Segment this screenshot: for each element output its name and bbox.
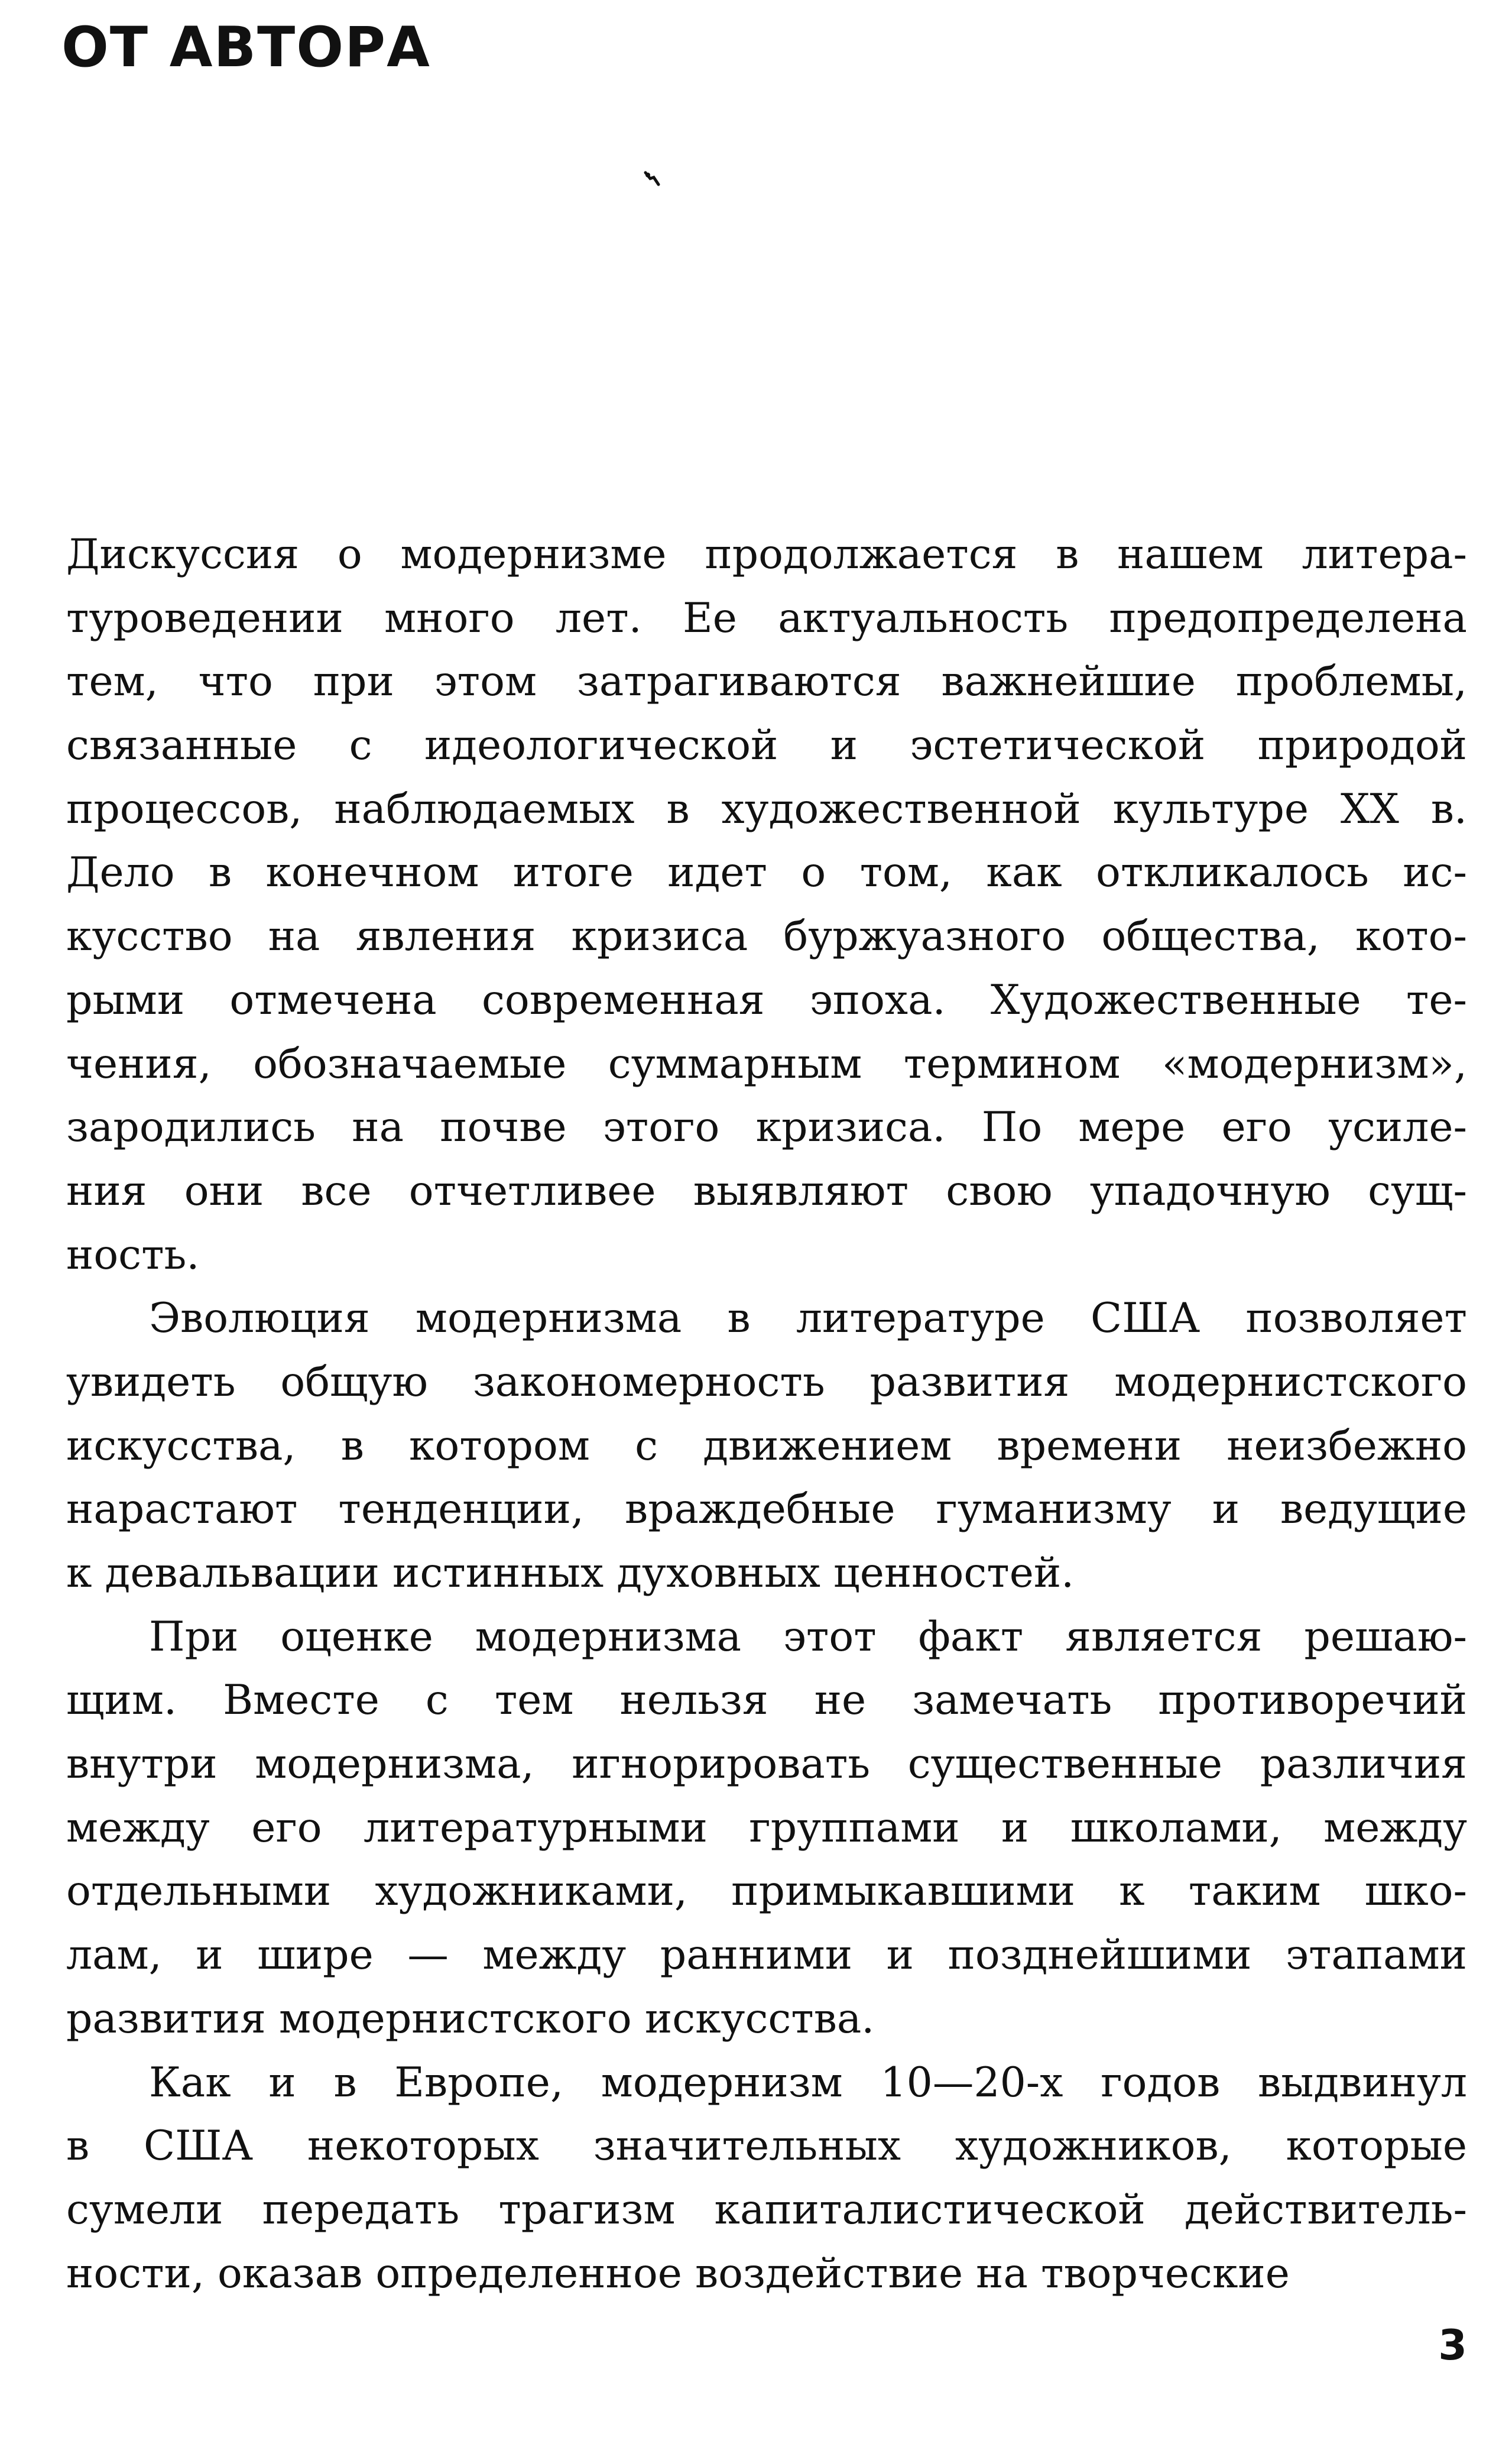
text-line: рыми отмечена современная эпоха. Художественные те- xyxy=(66,975,1467,1024)
text-line: зародились на почве этого кризиса. По мере его усиле- xyxy=(66,1103,1467,1152)
text-line: тем, что при этом затрагиваются важнейшие проблемы, xyxy=(66,657,1467,706)
text-line: искусства, в котором с движением времени неизбежно xyxy=(66,1421,1467,1470)
text-line: в США некоторых значительных художников, которые xyxy=(66,2122,1467,2170)
text-line: процессов, наблюдаемых в художественной культуре XX в. xyxy=(66,785,1467,833)
text-line: туроведении много лет. Ее актуальность предопределена xyxy=(66,594,1467,642)
body-text xyxy=(66,523,1467,2305)
text-line: внутри модернизма, игнорировать существенные различия xyxy=(66,1740,1467,1788)
page-number: 3 xyxy=(1438,2321,1467,2370)
text-line: нарастают тенденции, враждебные гуманизму и ведущие xyxy=(66,1485,1467,1534)
text-line: увидеть общую закономерность развития модернистского xyxy=(66,1357,1467,1406)
paragraph xyxy=(66,2051,1467,2306)
paragraph xyxy=(66,1286,1467,1605)
text-line: ния они все отчетливее выявляют свою упадочную сущ- xyxy=(66,1166,1467,1215)
text-line: сумели передать трагизм капиталистической действитель- xyxy=(66,2185,1467,2234)
text-line: чения, обозначаемые суммарным термином «модернизм», xyxy=(66,1039,1467,1088)
text-line: ности, оказав определенное воздействие на творческие xyxy=(66,2249,1290,2297)
text-line: щим. Вместе с тем нельзя не замечать противоречий xyxy=(66,1676,1467,1725)
paragraph xyxy=(66,523,1467,1286)
paragraph xyxy=(66,1605,1467,2051)
text-line: лам, и шире — между ранними и позднейшими этапами xyxy=(66,1931,1467,1979)
text-line: Как и в Европе, модернизм 10—20-х годов выдвинул xyxy=(149,2058,1467,2106)
text-line: Дело в конечном итоге идет о том, как откликалось ис- xyxy=(66,848,1467,897)
text-line: связанные с идеологической и эстетической природой xyxy=(66,721,1467,770)
section-heading: ОТ АВТОРА xyxy=(61,15,431,80)
text-line: кусство на явления кризиса буржуазного общества, кото- xyxy=(66,912,1467,961)
text-line: ность. xyxy=(66,1230,200,1279)
text-line: отдельными художниками, примыкавшими к таким шко- xyxy=(66,1867,1467,1915)
text-line: При оценке модернизма этот факт является решаю- xyxy=(149,1612,1467,1661)
text-line: к девальвации истинных духовных ценностей. xyxy=(66,1549,1075,1597)
text-line: между его литературными группами и школами, между xyxy=(66,1803,1467,1852)
text-line: Дискуссия о модернизме продолжается в нашем литера- xyxy=(66,530,1467,578)
print-speck-icon xyxy=(642,169,662,189)
text-line: развития модернистского искусства. xyxy=(66,1994,875,2043)
text-line: Эволюция модернизма в литературе США позволяет xyxy=(149,1294,1467,1343)
